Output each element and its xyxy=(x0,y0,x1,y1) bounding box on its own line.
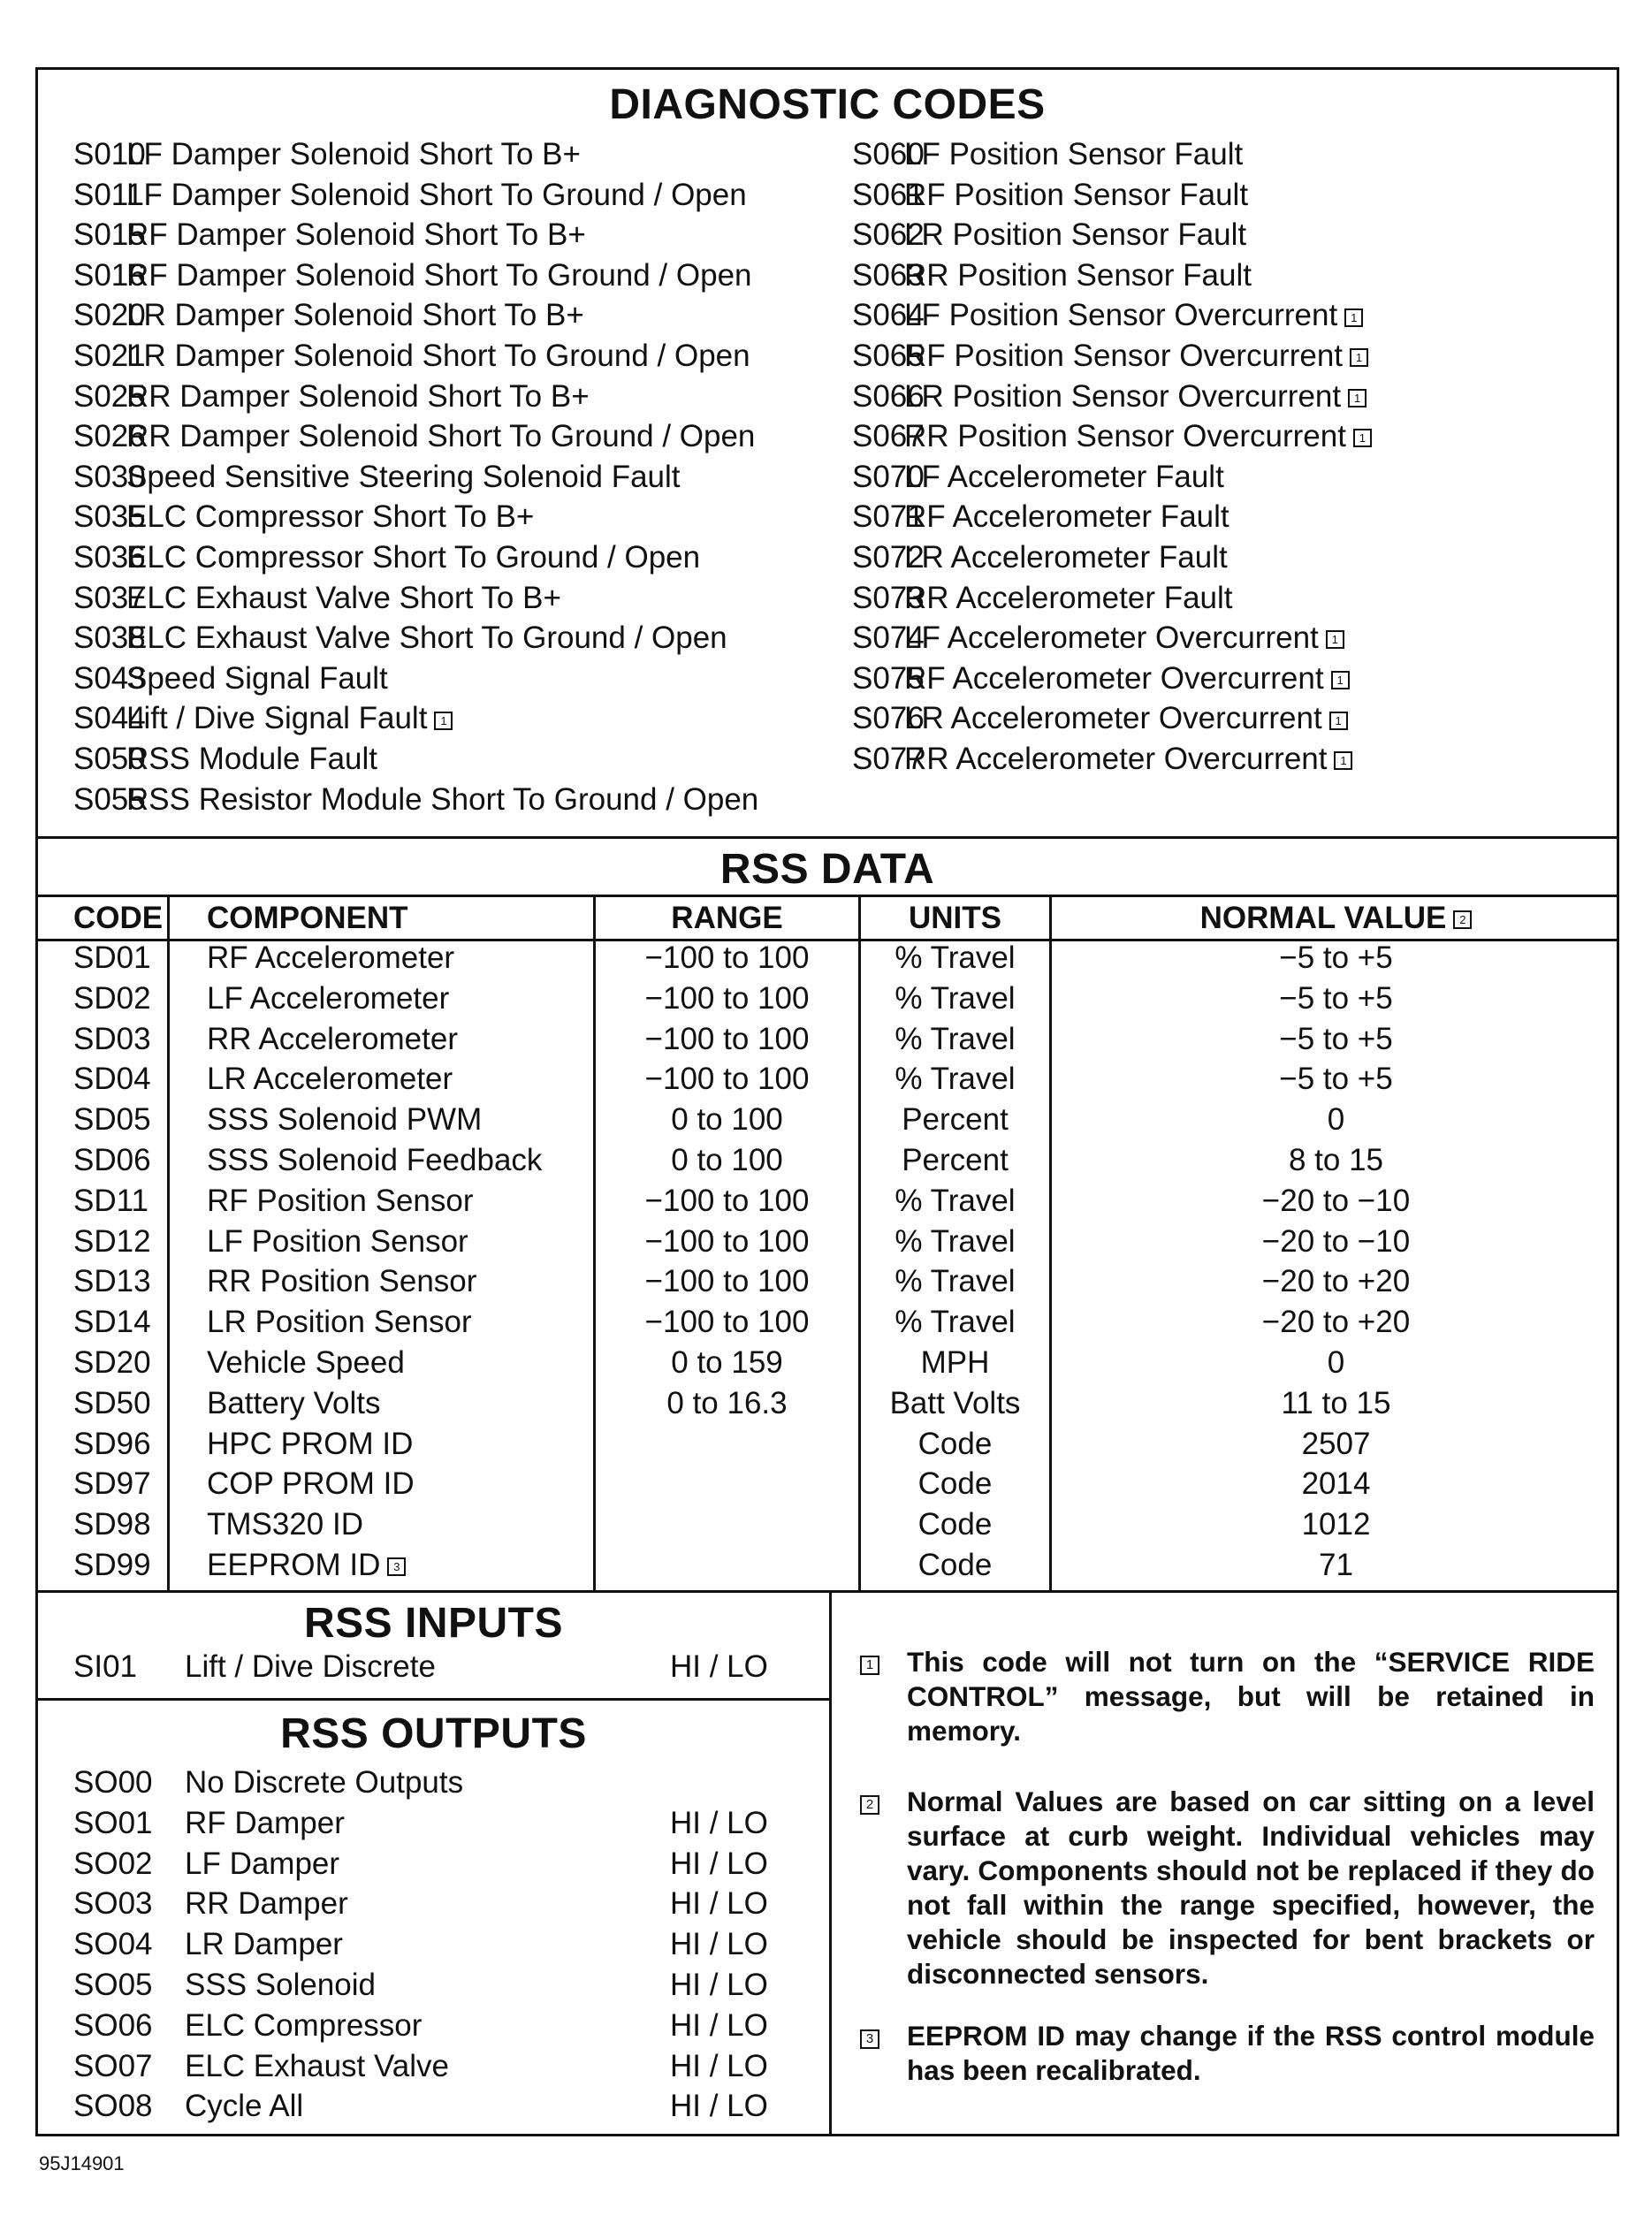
diagnostic-code: S076 xyxy=(852,701,925,736)
rss-component-text: LF Accelerometer xyxy=(207,980,450,1016)
rss-code: SD50 xyxy=(73,1385,151,1420)
rss-data-row xyxy=(38,1022,1620,1062)
rss-data-row xyxy=(38,1184,1620,1224)
rss-data-row xyxy=(38,940,1620,981)
rss-units: Percent xyxy=(902,1102,1009,1138)
diagnostic-description-text: ELC Exhaust Valve Short To B+ xyxy=(126,580,561,615)
rss-component-text: SSS Solenoid PWM xyxy=(207,1102,483,1138)
rss-code: SD14 xyxy=(73,1305,151,1340)
rss-range: −100 to 100 xyxy=(644,940,810,975)
rss-normal-value: −5 to +5 xyxy=(1279,940,1393,975)
diagnostic-description-text: ELC Compressor Short To Ground / Open xyxy=(126,540,701,575)
diagnostic-description-text: RF Accelerometer Overcurrent xyxy=(904,660,1324,696)
diagnostic-description xyxy=(904,137,1243,172)
rss-component-text: RF Accelerometer xyxy=(207,940,455,975)
diagnostic-description-text: LF Position Sensor Fault xyxy=(904,137,1244,171)
output-name: No Discrete Outputs xyxy=(185,1765,464,1800)
diagnostic-code: S010 xyxy=(73,137,146,171)
rss-code: SD06 xyxy=(73,1143,151,1177)
rss-component xyxy=(207,1102,482,1138)
rss-range: 0 to 16.3 xyxy=(666,1385,788,1420)
output-code: SO03 xyxy=(73,1886,153,1922)
diagnostic-description-text: ELC Exhaust Valve Short To Ground / Open xyxy=(126,621,727,656)
diagnostic-description-text: RR Damper Solenoid Short To B+ xyxy=(126,378,590,414)
diagnostic-description xyxy=(904,581,1233,616)
rss-component-text: LR Accelerometer xyxy=(207,1062,453,1097)
rss-normal-value: −20 to −10 xyxy=(1261,1223,1411,1259)
rss-range: −100 to 100 xyxy=(644,1183,810,1218)
diagnostic-code: S074 xyxy=(852,621,925,656)
output-code: SO02 xyxy=(73,1846,153,1881)
diagnostic-description xyxy=(126,178,747,213)
rss-units: Code xyxy=(917,1426,993,1461)
diagnostic-code: S020 xyxy=(73,298,146,333)
rss-component-text: HPC PROM ID xyxy=(207,1426,414,1461)
output-state: HI / LO xyxy=(670,1968,768,2002)
rss-units: % Travel xyxy=(895,1183,1016,1218)
diagnostic-code: S011 xyxy=(73,177,144,212)
rss-data-row xyxy=(38,1224,1620,1265)
rss-component-text: Battery Volts xyxy=(207,1385,381,1420)
diagnostic-description-text: LF Damper Solenoid Short To B+ xyxy=(126,137,581,171)
footnote-1-marker: 1 xyxy=(1350,348,1368,367)
rss-component xyxy=(207,1386,380,1421)
rss-units: Code xyxy=(917,1466,993,1502)
diagnostic-code: S067 xyxy=(852,419,925,454)
diagnostic-code: S070 xyxy=(852,459,925,494)
diagnostic-description xyxy=(126,661,388,697)
diagnostic-description-text: Speed Sensitive Steering Solenoid Fault xyxy=(126,459,681,494)
diagnostic-description xyxy=(904,661,1350,697)
rss-component-text: RF Position Sensor xyxy=(207,1183,474,1218)
rss-header-range: RANGE xyxy=(671,901,783,935)
diagnostic-description xyxy=(904,701,1348,736)
diagnostic-description-text: RR Accelerometer Fault xyxy=(904,580,1233,615)
output-state: HI / LO xyxy=(670,2048,768,2083)
diagnostic-code: S073 xyxy=(852,580,925,615)
footnote-1-marker: 1 xyxy=(1344,308,1363,327)
rss-normal-value: −20 to −10 xyxy=(1261,1183,1411,1218)
rss-units: % Travel xyxy=(895,1021,1016,1056)
diagnostic-description xyxy=(126,137,581,172)
rss-outputs-title: RSS OUTPUTS xyxy=(280,1710,587,1757)
rss-data-row xyxy=(38,1386,1620,1427)
diagnostic-description xyxy=(126,217,586,253)
rss-code: SD02 xyxy=(73,980,151,1016)
rss-header-normal-value-label: NORMAL VALUE xyxy=(1199,901,1447,935)
rss-data-title: RSS DATA xyxy=(719,846,935,893)
footnote-3-marker: 3 xyxy=(860,2029,879,2049)
diagnostic-description-text: RR Position Sensor Overcurrent xyxy=(904,419,1346,454)
rss-units: MPH xyxy=(920,1345,990,1380)
rss-units: Code xyxy=(917,1548,993,1582)
diagnostic-description xyxy=(126,621,727,656)
diagnostic-code: S025 xyxy=(73,378,146,414)
rss-normal-value: 0 xyxy=(1327,1345,1345,1380)
rss-data-row xyxy=(38,1507,1620,1548)
rss-normal-value: 2014 xyxy=(1301,1466,1371,1502)
diagnostic-code: S037 xyxy=(73,580,146,615)
rss-data-row xyxy=(38,1102,1620,1143)
rss-header-component: COMPONENT xyxy=(207,901,408,935)
footnote-2-marker: 2 xyxy=(860,1795,879,1815)
rss-data-header-top-rule xyxy=(38,895,1617,897)
diagnostic-description xyxy=(126,419,755,454)
diagnostic-codes-title: DIAGNOSTIC CODES xyxy=(609,81,1046,128)
output-state: HI / LO xyxy=(670,2007,768,2043)
diagnostic-description xyxy=(904,178,1248,213)
footnote-2-text: Normal Values are based on car sitting on a level surface at curb weight. Individual vehicles may vary. Components should not be replaced if they do not fall within the range specified, however, the vehicle should be inspected for bent brackets or disconnected sensors. xyxy=(907,1786,1595,1990)
rss-component-text: Vehicle Speed xyxy=(207,1345,405,1380)
diagnostic-description-text: LR Accelerometer Overcurrent xyxy=(904,701,1322,736)
diagnostic-code: S061 xyxy=(852,177,925,212)
rss-component-text: EEPROM ID xyxy=(207,1548,381,1582)
rss-units: % Travel xyxy=(895,1264,1016,1299)
rss-data-row xyxy=(38,1345,1620,1386)
document-frame xyxy=(35,67,1619,2136)
diagnostic-code: S064 xyxy=(852,298,925,333)
rss-code: SD12 xyxy=(73,1223,151,1259)
rss-data-row xyxy=(38,1548,1620,1588)
divider-io-notes xyxy=(829,1590,832,2136)
diagnostic-code: S060 xyxy=(852,137,925,171)
rss-data-row xyxy=(38,1062,1620,1102)
rss-component xyxy=(207,1264,476,1299)
rss-component xyxy=(207,1548,406,1583)
diagnostic-description xyxy=(904,540,1228,575)
footnote-1-marker: 1 xyxy=(1348,389,1367,407)
diagnostic-code: S055 xyxy=(73,781,146,817)
output-code: SO00 xyxy=(73,1765,153,1800)
diagnostic-description-text: RSS Module Fault xyxy=(126,742,378,776)
diagnostic-code: S036 xyxy=(73,540,146,575)
footnote-1-marker: 1 xyxy=(434,712,453,730)
rss-component-text: COP PROM ID xyxy=(207,1466,415,1502)
input-name: Lift / Dive Discrete xyxy=(185,1649,436,1684)
rss-units: Batt Volts xyxy=(889,1385,1021,1420)
diagnostic-code: S065 xyxy=(852,339,925,373)
diagnostic-code: S044 xyxy=(73,701,146,736)
diagnostic-description-text: RF Damper Solenoid Short To B+ xyxy=(126,217,586,253)
output-code: SO05 xyxy=(73,1968,153,2002)
output-name: SSS Solenoid xyxy=(185,1968,376,2002)
rss-data-row xyxy=(38,1305,1620,1345)
diagnostic-description xyxy=(126,742,377,777)
output-state: HI / LO xyxy=(670,1805,768,1840)
footnote-1-marker: 1 xyxy=(1326,630,1344,649)
footnote-1-marker: 1 xyxy=(1331,671,1350,689)
rss-data-row xyxy=(38,1466,1620,1507)
rss-component xyxy=(207,1427,413,1462)
diagnostic-description xyxy=(904,419,1372,454)
rss-code: SD98 xyxy=(73,1507,151,1542)
diagnostic-description xyxy=(126,701,453,736)
footnote-1-text: This code will not turn on the “SERVICE RIDE CONTROL” message, but will be retained in memory. xyxy=(907,1646,1595,1747)
rss-units: % Travel xyxy=(895,980,1016,1016)
rss-code: SD96 xyxy=(73,1426,151,1461)
rss-component xyxy=(207,1022,458,1057)
rss-code: SD11 xyxy=(73,1183,148,1218)
rss-range: −100 to 100 xyxy=(644,1223,810,1259)
rss-normal-value: −5 to +5 xyxy=(1279,980,1393,1016)
diagnostic-code: S030 xyxy=(73,459,146,494)
rss-normal-value: −20 to +20 xyxy=(1261,1264,1411,1299)
diagnostic-description xyxy=(904,298,1363,333)
output-code: SO08 xyxy=(73,2089,153,2124)
rss-component-text: LR Position Sensor xyxy=(207,1305,472,1340)
diagnostic-description xyxy=(904,217,1246,253)
diagnostic-description xyxy=(126,581,561,616)
rss-range: 0 to 100 xyxy=(671,1102,783,1138)
rss-units: % Travel xyxy=(895,940,1016,975)
divider-rss-io xyxy=(38,1590,1617,1593)
rss-normal-value: 1012 xyxy=(1301,1507,1371,1542)
rss-code: SD20 xyxy=(73,1345,151,1380)
diagnostic-code: S066 xyxy=(852,378,925,414)
rss-code: SD05 xyxy=(73,1102,151,1138)
diagnostic-description-text: LR Damper Solenoid Short To Ground / Open xyxy=(126,339,750,373)
diagnostic-description xyxy=(126,499,534,535)
rss-units: Code xyxy=(917,1507,993,1542)
figure-id: 95J14901 xyxy=(39,2152,125,2174)
diagnostic-description xyxy=(904,742,1352,777)
output-name: ELC Exhaust Valve xyxy=(185,2048,449,2083)
diagnostic-code: S075 xyxy=(852,660,925,696)
rss-header-code: CODE xyxy=(73,901,164,935)
diagnostic-description-text: RF Accelerometer Fault xyxy=(904,499,1229,535)
output-code: SO07 xyxy=(73,2048,153,2083)
rss-units: Percent xyxy=(902,1143,1009,1177)
output-code: SO04 xyxy=(73,1927,153,1962)
diagnostic-description-text: RF Position Sensor Overcurrent xyxy=(904,339,1344,373)
diagnostic-description xyxy=(126,339,750,374)
rss-code: SD99 xyxy=(73,1548,151,1582)
diagnostic-description-text: LF Position Sensor Overcurrent xyxy=(904,298,1338,333)
rss-range: −100 to 100 xyxy=(644,1264,810,1299)
diagnostic-description xyxy=(126,782,758,818)
rss-code: SD03 xyxy=(73,1021,151,1056)
rss-component-text: RR Position Sensor xyxy=(207,1264,477,1299)
rss-normal-value: 2507 xyxy=(1301,1426,1371,1461)
diagnostic-code: S043 xyxy=(73,660,146,696)
diagnostic-description xyxy=(126,298,584,333)
rss-units: % Travel xyxy=(895,1223,1016,1259)
output-state: HI / LO xyxy=(670,1846,768,1881)
diagnostic-description-text: RR Accelerometer Overcurrent xyxy=(904,742,1328,776)
diagnostic-code: S077 xyxy=(852,742,925,776)
diagnostic-description-text: Lift / Dive Signal Fault xyxy=(126,701,428,736)
diagnostic-description xyxy=(126,540,700,575)
rss-code: SD13 xyxy=(73,1264,151,1299)
diagnostic-code: S026 xyxy=(73,419,146,454)
footnote-3-marker: 3 xyxy=(387,1557,406,1576)
rss-component xyxy=(207,1345,405,1381)
diagnostic-description-text: LF Damper Solenoid Short To Ground / Open xyxy=(126,177,747,212)
rss-range: 0 to 159 xyxy=(671,1345,783,1380)
rss-normal-value: 11 to 15 xyxy=(1281,1385,1391,1420)
rss-component-text: RR Accelerometer xyxy=(207,1021,458,1056)
rss-component xyxy=(207,940,454,976)
diagnostic-code: S016 xyxy=(73,257,146,293)
diagnostic-description-text: RF Damper Solenoid Short To Ground / Open xyxy=(126,257,752,293)
rss-units: % Travel xyxy=(895,1305,1016,1340)
rss-code: SD97 xyxy=(73,1466,151,1502)
output-state: HI / LO xyxy=(670,1886,768,1922)
diagnostic-description-text: RSS Resistor Module Short To Ground / Open xyxy=(126,781,759,817)
diagnostic-code: S038 xyxy=(73,621,146,656)
diagnostic-code: S021 xyxy=(73,339,146,373)
rss-component xyxy=(207,1305,472,1340)
footnote-2-marker: 2 xyxy=(1453,910,1472,929)
output-name: RR Damper xyxy=(185,1886,348,1922)
footnote-1-marker: 1 xyxy=(860,1656,879,1675)
diagnostic-description xyxy=(904,379,1367,415)
diagnostic-code: S062 xyxy=(852,217,925,253)
rss-header-units: UNITS xyxy=(909,901,1001,935)
rss-range: −100 to 100 xyxy=(644,1062,810,1097)
diagnostic-description-text: LR Position Sensor Fault xyxy=(904,217,1247,253)
rss-component xyxy=(207,981,449,1017)
rss-header-normal-value xyxy=(1052,901,1620,936)
rss-data-row xyxy=(38,1143,1620,1184)
rss-component-text: LF Position Sensor xyxy=(207,1223,468,1259)
rss-units: % Travel xyxy=(895,1062,1016,1097)
diagnostic-description xyxy=(904,339,1368,374)
diagnostic-code: S050 xyxy=(73,742,146,776)
rss-component-text: SSS Solenoid Feedback xyxy=(207,1143,543,1177)
diagnostic-description xyxy=(904,258,1252,293)
rss-range: −100 to 100 xyxy=(644,1305,810,1340)
rss-component xyxy=(207,1224,468,1260)
rss-data-row xyxy=(38,1264,1620,1305)
diagnostic-code: S063 xyxy=(852,257,925,293)
rss-inputs-title: RSS INPUTS xyxy=(303,1600,564,1647)
output-name: LR Damper xyxy=(185,1927,343,1962)
rss-normal-value: 0 xyxy=(1327,1102,1345,1138)
diagnostic-description-text: ELC Compressor Short To B+ xyxy=(126,499,535,535)
output-name: RF Damper xyxy=(185,1805,345,1840)
diagnostic-description xyxy=(904,621,1344,656)
rss-code: SD01 xyxy=(73,940,151,975)
rss-component xyxy=(207,1143,542,1178)
rss-normal-value: −5 to +5 xyxy=(1279,1062,1393,1097)
output-name: ELC Compressor xyxy=(185,2007,423,2043)
rss-normal-value: −5 to +5 xyxy=(1279,1021,1393,1056)
rss-data-row xyxy=(38,981,1620,1022)
rss-component-text: TMS320 ID xyxy=(207,1507,363,1542)
diagnostic-description-text: Speed Signal Fault xyxy=(126,660,388,696)
input-code: SI01 xyxy=(73,1649,137,1684)
diagnostic-description-text: LR Damper Solenoid Short To B+ xyxy=(126,298,584,333)
rss-normal-value: −20 to +20 xyxy=(1261,1305,1411,1340)
diagnostic-description xyxy=(126,258,752,293)
diagnostic-description-text: RR Damper Solenoid Short To Ground / Open xyxy=(126,419,756,454)
rss-component xyxy=(207,1184,474,1219)
footnote-1-marker: 1 xyxy=(1329,712,1348,730)
diagnostic-description-text: LF Accelerometer Fault xyxy=(904,459,1224,494)
divider-diagnostic-rss xyxy=(38,836,1617,839)
rss-range: −100 to 100 xyxy=(644,980,810,1016)
rss-component xyxy=(207,1062,453,1097)
diagnostic-description xyxy=(126,460,681,495)
diagnostic-description-text: LR Position Sensor Overcurrent xyxy=(904,378,1342,414)
diagnostic-description xyxy=(126,379,590,415)
diagnostic-code: S071 xyxy=(852,499,925,535)
divider-inputs-outputs xyxy=(38,1698,831,1701)
input-state: HI / LO xyxy=(670,1649,768,1684)
diagnostic-code: S015 xyxy=(73,217,146,253)
output-name: Cycle All xyxy=(185,2089,304,2124)
diagnostic-description-text: LR Accelerometer Fault xyxy=(904,540,1228,575)
rss-range: 0 to 100 xyxy=(671,1143,783,1177)
diagnostic-code: S072 xyxy=(852,540,925,575)
diagnostic-description-text: LF Accelerometer Overcurrent xyxy=(904,621,1319,656)
rss-code: SD04 xyxy=(73,1062,151,1097)
output-code: SO06 xyxy=(73,2007,153,2043)
output-code: SO01 xyxy=(73,1805,153,1840)
diagnostic-description-text: RF Position Sensor Fault xyxy=(904,177,1249,212)
diagnostic-code: S035 xyxy=(73,499,146,535)
diagnostic-description-text: RR Position Sensor Fault xyxy=(904,257,1252,293)
footnote-1-marker: 1 xyxy=(1353,429,1372,447)
rss-normal-value: 8 to 15 xyxy=(1288,1143,1384,1177)
rss-range: −100 to 100 xyxy=(644,1021,810,1056)
output-state: HI / LO xyxy=(670,2089,768,2124)
rss-normal-value: 71 xyxy=(1319,1548,1353,1582)
rss-component xyxy=(207,1466,415,1502)
footnote-1-marker: 1 xyxy=(1334,751,1352,770)
footnote-3-text: EEPROM ID may change if the RSS control module has been recalibrated. xyxy=(907,2020,1595,2086)
rss-component xyxy=(207,1507,363,1542)
diagnostic-description xyxy=(904,499,1229,535)
diagnostic-description xyxy=(904,460,1224,495)
rss-data-row xyxy=(38,1427,1620,1467)
output-state: HI / LO xyxy=(670,1927,768,1962)
output-name: LF Damper xyxy=(185,1846,340,1881)
